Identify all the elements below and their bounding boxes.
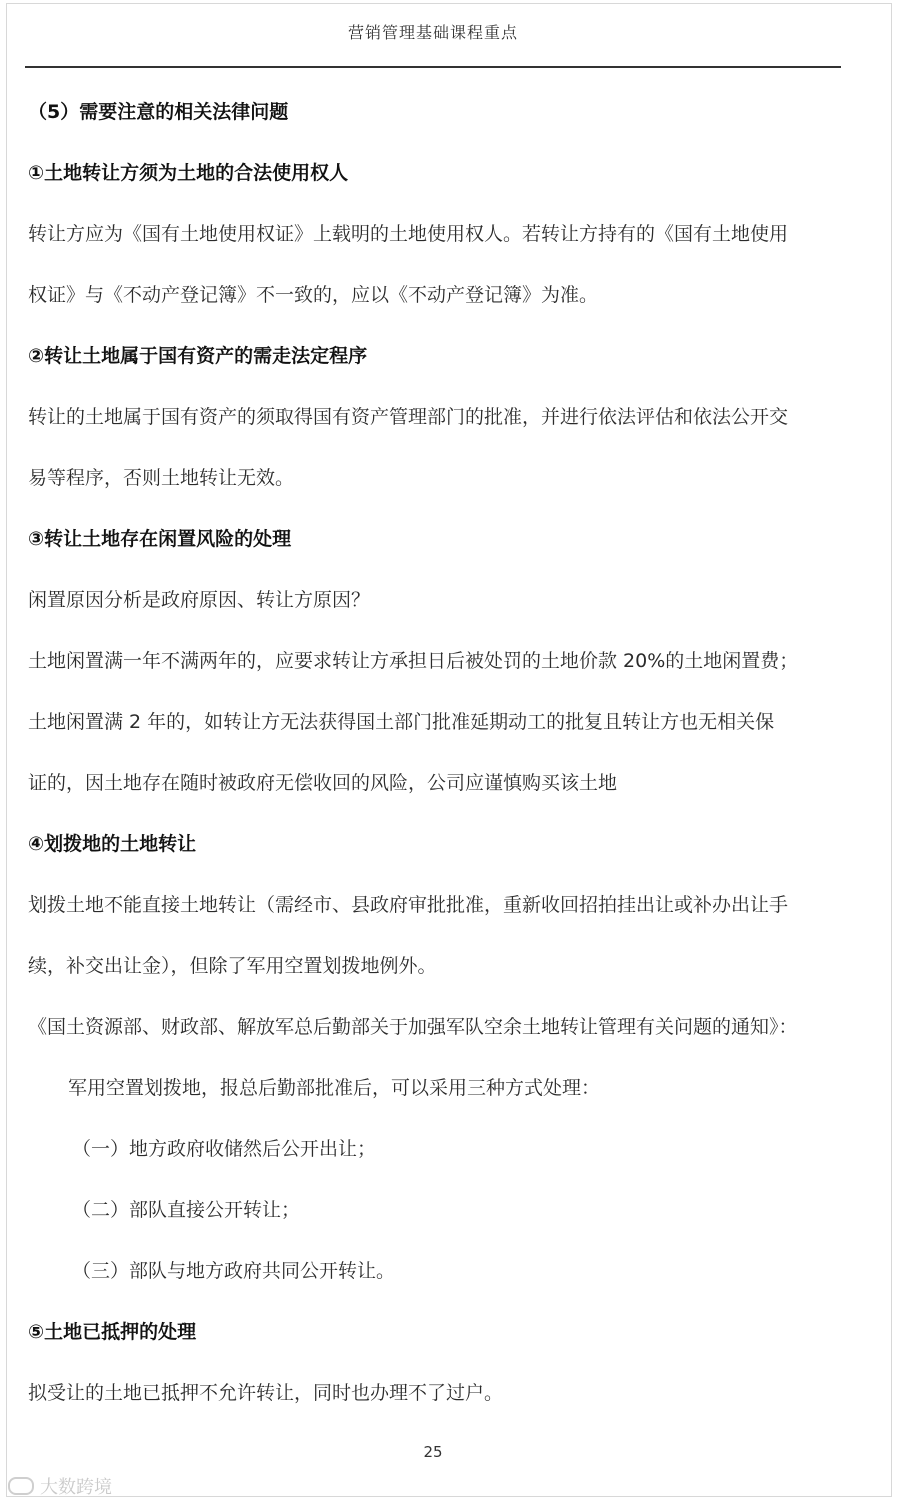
subsection-heading-4: ④划拨地的土地转让 — [28, 833, 197, 855]
body-text-line: 土地闲置满 2 年的，如转让方无法获得国土部门批准延期动工的批复且转让方也无相关保 — [28, 711, 775, 733]
body-text-line: 军用空置划拨地，报总后勤部批准后，可以采用三种方式处理： — [68, 1077, 601, 1099]
list-item: （三）部队与地方政府共同公开转让。 — [72, 1260, 396, 1282]
section-heading: （5）需要注意的相关法律问题 — [28, 101, 289, 123]
body-text-line: 续，补交出让金），但除了军用空置划拨地例外。 — [28, 955, 437, 977]
body-text-line: 拟受让的土地已抵押不允许转让，同时也办理不了过户。 — [28, 1382, 504, 1404]
subsection-heading-2: ②转让土地属于国有资产的需走法定程序 — [28, 345, 368, 367]
body-text-line: 易等程序，否则土地转让无效。 — [28, 467, 295, 489]
subsection-heading-1: ①土地转让方须为土地的合法使用权人 — [28, 162, 349, 184]
list-item: （一）地方政府收储然后公开出让； — [72, 1138, 377, 1160]
body-text-line: 《国土资源部、财政部、解放军总后勤部关于加强军队空余土地转让管理有关问题的通知》： — [28, 1016, 798, 1038]
watermark — [8, 1473, 112, 1499]
list-item: （二）部队直接公开转让； — [72, 1199, 301, 1221]
body-text-line: 转让方应为《国有土地使用权证》上载明的土地使用权人。若转让方持有的《国有土地使用 — [28, 223, 789, 245]
body-text-line: 闲置原因分析是政府原因、转让方原因？ — [28, 589, 371, 611]
body-text-line: 划拨土地不能直接土地转让（需经市、县政府审批批准，重新收回招拍挂出让或补办出让手 — [28, 894, 789, 916]
watermark-text: 大数跨境 — [40, 1477, 112, 1498]
watermark-logo-icon — [8, 1477, 34, 1495]
subsection-heading-3: ③转让土地存在闲置风险的处理 — [28, 528, 292, 550]
page-number: 25 — [423, 1443, 443, 1461]
body-text-line: 土地闲置满一年不满两年的，应要求转让方承担日后被处罚的土地价款 20%的土地闲置费； — [28, 650, 799, 672]
body-text-line: 转让的土地属于国有资产的须取得国有资产管理部门的批准，并进行依法评估和依法公开交 — [28, 406, 789, 428]
body-text-line: 权证》与《不动产登记簿》不一致的，应以《不动产登记簿》为准。 — [28, 284, 599, 306]
header-divider — [25, 66, 841, 68]
body-text-line: 证的，因土地存在随时被政府无偿收回的风险，公司应谨慎购买该土地 — [28, 772, 618, 794]
page-header-title: 营销管理基础课程重点 — [347, 23, 518, 42]
subsection-heading-5: ⑤土地已抵押的处理 — [28, 1321, 197, 1343]
